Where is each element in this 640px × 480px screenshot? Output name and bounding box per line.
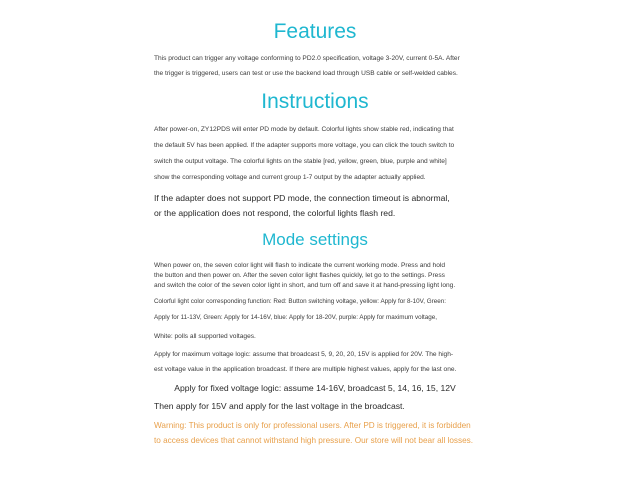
color-function-line: Colorful light color corresponding function: Red: Button switching voltage, yellow: Apply for 8-10V, Green:: [154, 298, 447, 305]
features-line: This product can trigger any voltage conforming to PD2.0 specification, voltage 3-20V, current 0-5A. After: [154, 55, 460, 62]
white-line: White: polls all supported voltages.: [154, 333, 256, 340]
warning-line: to access devices that cannot withstand high pressure. Our store will not bear all losses.: [154, 436, 474, 445]
color-function-line: Apply for 11-13V, Green: Apply for 14-16V, blue: Apply for 18-20V, purple: Apply for maximum voltage,: [154, 314, 438, 321]
mode-settings-line: the button and then power on. After the seven color light flashes quickly, let go to the settings. Press: [154, 272, 445, 279]
instructions-line: show the corresponding voltage and current group 1-7 output by the adapter actually applied.: [154, 174, 426, 181]
mode-settings-line: When power on, the seven color light will flash to indicate the current working mode. Press and hold: [154, 262, 446, 269]
instructions-line: If the adapter does not support PD mode, the connection timeout is abnormal,: [154, 193, 450, 203]
features-line: the trigger is triggered, users can test or use the backend load through USB cable or self-welded cables.: [154, 70, 458, 77]
features-heading: Features: [273, 20, 357, 43]
mode-settings-line: and switch the color of the seven color light in short, and turn off and save it at hand-pressing light long.: [154, 282, 456, 289]
then-line: Then apply for 15V and apply for the last voltage in the broadcast.: [154, 401, 405, 411]
warning-line: Warning: This product is only for professional users. After PD is triggered, it is forbidden: [154, 421, 471, 430]
instructions-line: switch the output voltage. The colorful lights on the stable [red, yellow, green, blue, purple and white]: [154, 158, 447, 165]
max-logic-line: est voltage value in the application broadcast. If there are multiple highest values, apply for the last one.: [154, 366, 457, 373]
mode-settings-heading: Mode settings: [262, 230, 368, 249]
fixed-logic-line: Apply for fixed voltage logic: assume 14-16V, broadcast 5, 14, 16, 15, 12V: [174, 383, 456, 393]
max-logic-line: Apply for maximum voltage logic: assume that broadcast 5, 9, 20, 20, 15V is applied for 20V. The high-: [154, 351, 454, 358]
instructions-line: After power-on, ZY12PDS will enter PD mode by default. Colorful lights show stable red, indicating that: [154, 126, 454, 133]
instructions-line: or the application does not respond, the colorful lights flash red.: [154, 208, 396, 218]
instructions-heading: Instructions: [261, 90, 369, 113]
instructions-line: the default 5V has been applied. If the adapter supports more voltage, you can click the touch switch to: [154, 142, 455, 149]
